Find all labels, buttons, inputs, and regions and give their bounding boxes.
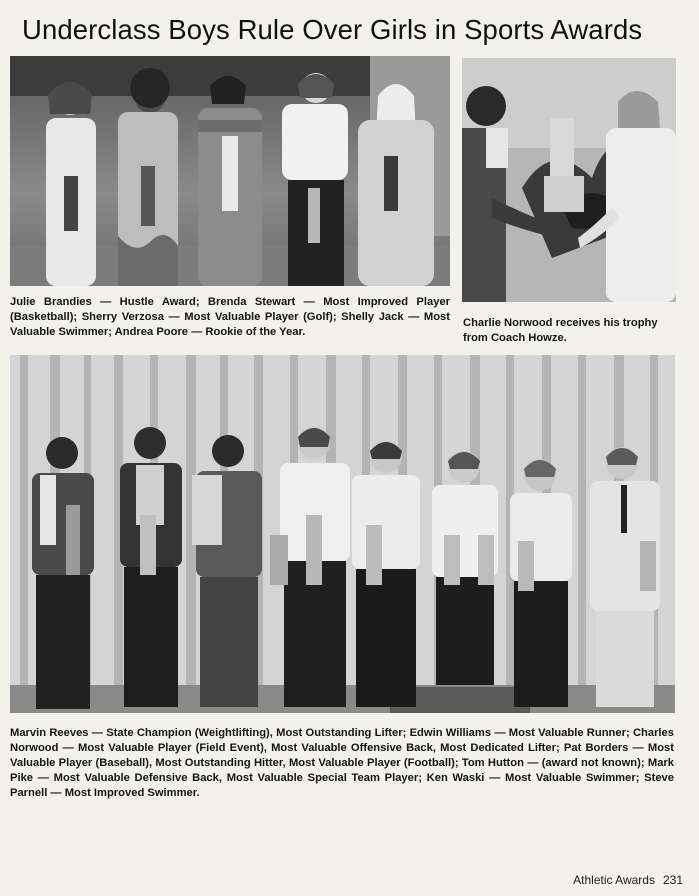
page-footer xyxy=(565,873,683,887)
page-headline: Underclass Boys Rule Over Girls in Sports Awards xyxy=(22,14,643,45)
boys-award-photo xyxy=(10,355,675,713)
boys-photo-caption: Marvin Reeves — State Champion (Weightlifting), Most Outstanding Lifter; Edwin Williams — Most Valuable Runner; Charles Norwood — Most Valuable Player (Field Event), Most Valuable Offensive Back, Most Dedicated Lifter; Pat Borders — Most Valuable Player (Baseball), Most Outstanding Hitter, Most Valuable Player (Football); Tom Hutton — (award not known); Mark Pike — Most Valuable Defensive Back, Most Valuable Special Team Player; Ken Waski — Most Valuable Swimmer; Steve Parnell — Most Improved Swimmer. xyxy=(10,727,674,799)
norwood-trophy-photo xyxy=(462,58,676,302)
girls-award-photo xyxy=(10,56,450,286)
girls-photo-caption: Julie Brandies — Hustle Award; Brenda Stewart — Most Improved Player (Basketball); Sherry Verzosa — Most Valuable Player (Golf); Shelly Jack — Most Valuable Swimmer; Andrea Poore — Rookie of the Year. xyxy=(10,296,450,338)
norwood-photo-caption: Charlie Norwood receives his trophy from Coach Howze. xyxy=(463,317,658,344)
section-title: Athletic Awards xyxy=(573,873,655,887)
page-number: 231 xyxy=(662,873,683,887)
